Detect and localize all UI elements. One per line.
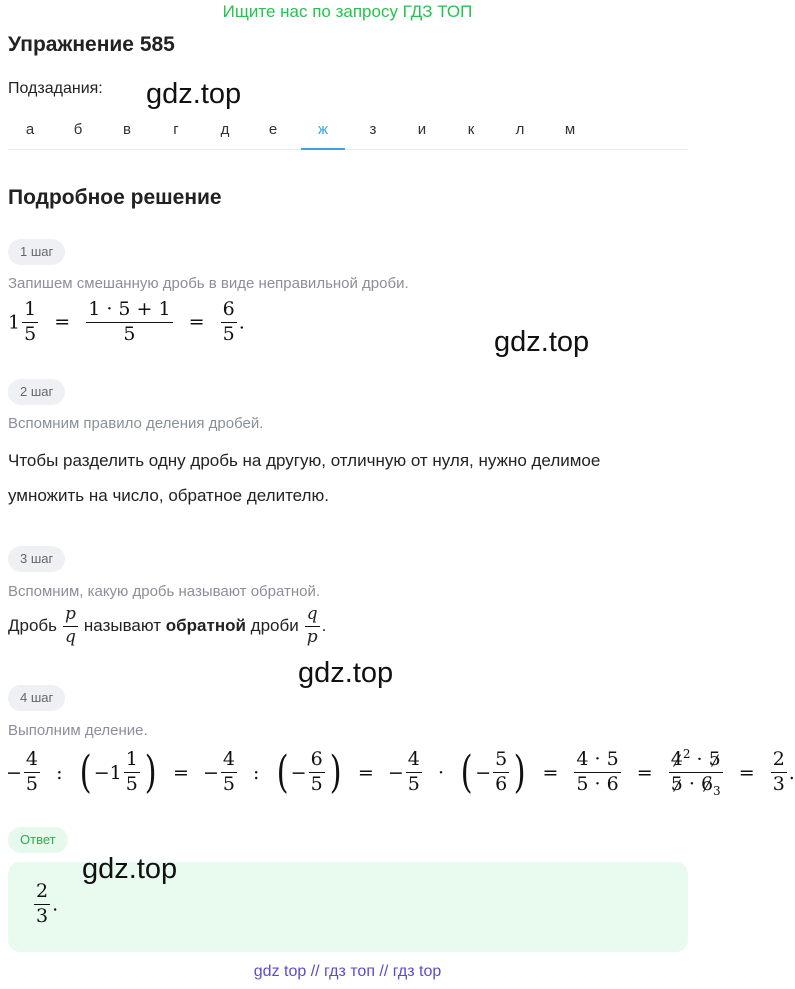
watermark: gdz.top	[146, 78, 242, 110]
step-hint: Вспомним правило деления дробей.	[8, 415, 264, 432]
step-badge: 3 шаг	[8, 546, 65, 572]
page-title: Упражнение 585	[8, 33, 175, 56]
step-badge: 4 шаг	[8, 685, 65, 711]
step-1-formula: 1 $\frac{1}{5}$ = $\frac{1 \cdot 5 + 1}{5}$ = $\frac{6}{5}$ .	[8, 298, 245, 345]
answer-value: $\frac{2}{3}$ .	[36, 880, 59, 927]
tab-i[interactable]: и	[417, 121, 427, 138]
answer-badge: Ответ	[8, 827, 68, 853]
step-hint: Выполним деление.	[8, 722, 148, 739]
tab-l[interactable]: л	[515, 121, 525, 138]
tab-v[interactable]: в	[123, 121, 131, 138]
tab-g[interactable]: г	[173, 121, 179, 138]
text-segment: Дробь	[8, 616, 58, 636]
subtasks-label: Подзадания:	[8, 80, 103, 97]
step-badge: 2 шаг	[8, 379, 65, 405]
watermark: gdz.top	[82, 853, 178, 885]
text-segment: называют	[83, 616, 162, 636]
subtask-tabs	[8, 112, 688, 150]
step-4-formula: − $\frac{4}{5}$ : ( −1 $\frac{1}{5}$ ) = − $\frac{4}{5}$ : ( − $\frac{6}{5}$ ) = − $\frac{4}{5}$ · ( − $\frac{5}{6}$ ) = $\frac{4 \cdot 5}{5 \cdot 6}$ = $\frac{4^2 \cdot 5}{5 \cdot 6_3}$ = $\frac{2}{3}$ .	[6, 746, 795, 799]
section-title: Подробное решение	[8, 186, 222, 209]
tab-e[interactable]: е	[268, 121, 278, 138]
tab-b[interactable]: б	[73, 121, 83, 138]
tab-m[interactable]: м	[564, 121, 576, 138]
fraction-p-q: $\frac{p}{q}$	[65, 604, 76, 647]
tab-d[interactable]: д	[220, 121, 230, 138]
step-rule-text: Чтобы разделить одну дробь на другую, отличную от нуля, нужно делимое умножить на число, обратное делителю.	[8, 451, 601, 505]
text-segment: дроби	[250, 616, 299, 636]
step-3-text: Дробь $\frac{p}{q}$ называют обратной дроби $\frac{q}{p}$ .	[8, 604, 327, 647]
step-hint: Вспомним, какую дробь называют обратной.	[8, 583, 321, 600]
fraction-q-p: $\frac{q}{p}$	[306, 604, 318, 647]
tab-k[interactable]: к	[467, 121, 475, 138]
tab-a[interactable]: а	[25, 121, 35, 138]
watermark: gdz.top	[494, 326, 590, 358]
tab-z[interactable]: з	[369, 121, 377, 138]
search-hint-banner: Ищите нас по запросу ГДЗ ТОП	[222, 2, 473, 21]
step-badge: 1 шаг	[8, 239, 65, 265]
text-bold: обратной	[165, 616, 246, 636]
watermark: gdz.top	[298, 657, 394, 689]
tab-zh[interactable]: ж	[301, 112, 345, 150]
footer-links[interactable]: gdz top // гдз топ // гдз top	[253, 963, 442, 980]
step-hint: Запишем смешанную дробь в виде неправильной дроби.	[8, 275, 409, 292]
